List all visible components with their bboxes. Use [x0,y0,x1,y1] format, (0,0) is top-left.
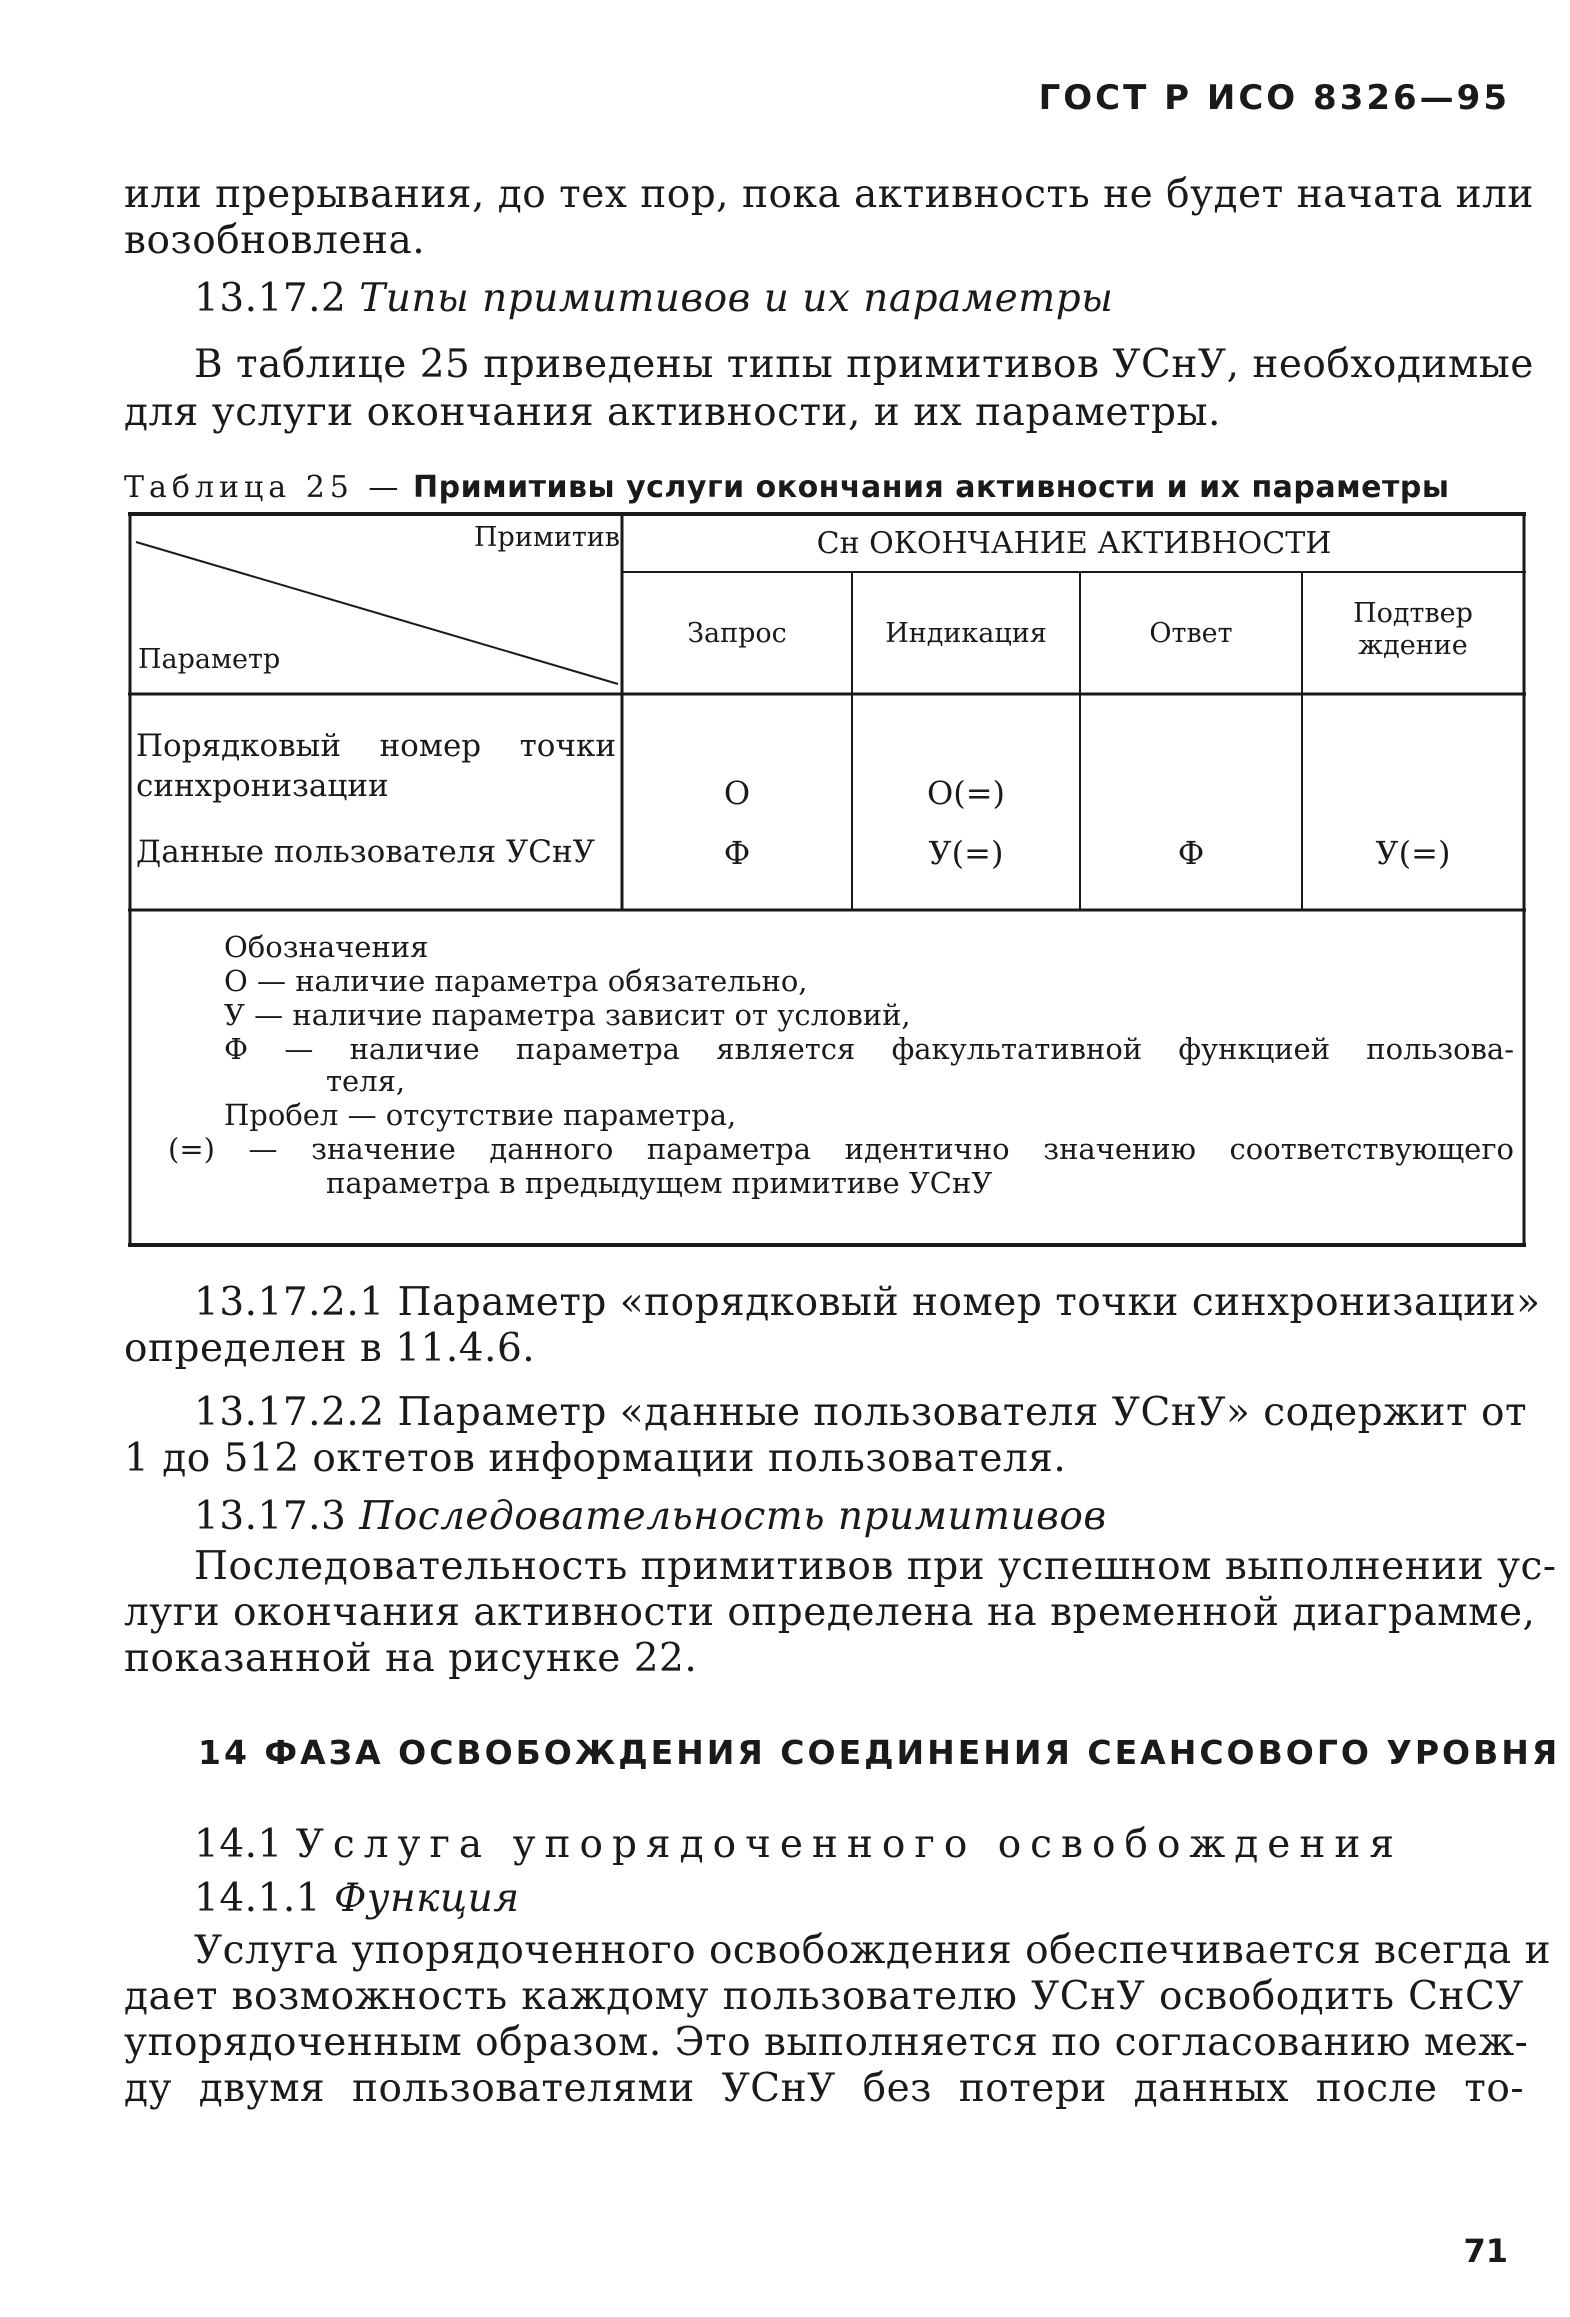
clause-13-17-2-2-line2: 1 до 512 октетов информации пользователя. [124,1436,1067,1481]
section-number: 14.1 [194,1822,283,1867]
section-heading-13-17-3 [194,1494,1107,1540]
paragraph-continuation-line2: возобновлена. [124,218,426,263]
row2-indication: У(=) [928,834,1004,872]
section-title: Типы примитивов и их параметры [359,276,1114,321]
col-header-confirm-line1: Подтвер [1353,598,1473,629]
function-line3: упорядоченным образом. Это выполняется по согласованию меж- [124,2020,1529,2065]
clause-13-17-2-2-line1: 13.17.2.2 Параметр «данные пользователя УСнУ» содержит от [194,1390,1528,1435]
table-caption [124,470,1450,505]
legend-u: У — наличие параметра зависит от условий, [224,998,911,1032]
row2-request: Ф [723,834,751,872]
row1-param-line2: синхронизации [136,768,389,804]
clause-13-17-2-1-line1: 13.17.2.1 Параметр «порядковый номер точки синхронизации» [194,1280,1541,1325]
page-number: 71 [1463,2232,1508,2270]
legend-title: Обозначения [224,930,429,964]
section-14-heading: 14 ФАЗА ОСВОБОЖДЕНИЯ СОЕДИНЕНИЯ СЕАНСОВОГО УРОВНЯ [198,1733,1561,1772]
function-line2: дает возможность каждому пользователю УСнУ освободить СнСУ [124,1974,1524,2019]
table-caption-title: Примитивы услуги окончания активности и их параметры [412,470,1450,505]
row1-request: О [723,774,751,812]
legend-o: О — наличие параметра обязательно, [224,964,808,998]
intro-line2: для услуги окончания активности, и их параметры. [124,390,1221,435]
section-title: Функция [333,1876,520,1921]
sequence-line3: показанной на рисунке 22. [124,1636,698,1681]
legend-f-line1: Ф — наличие параметра является факультативной функцией пользова- [224,1032,1514,1066]
section-title: Услуга упорядоченного освобождения [295,1822,1403,1867]
col-header-confirm [1302,598,1524,662]
section-title: Последовательность примитивов [359,1494,1107,1539]
function-line1: Услуга упорядоченного освобождения обеспечивается всегда и [194,1928,1552,1973]
sequence-line1: Последовательность примитивов при успешном выполнении ус- [194,1544,1557,1589]
legend-eq-line2: параметра в предыдущем примитиве УСнУ [326,1166,993,1200]
clause-13-17-2-1-line2: определен в 11.4.6. [124,1326,536,1371]
row1-indication: О(=) [926,774,1005,812]
row2-confirm: У(=) [1375,834,1451,872]
table-caption-label: Таблица 25 — [124,470,404,505]
legend-f-line2: теля, [326,1064,406,1098]
paragraph-continuation-line1: или прерывания, до тех пор, пока активность не будет начата или [124,172,1534,217]
section-number: 14.1.1 [194,1876,322,1921]
corner-parameter-label: Параметр [138,644,281,675]
col-header-response: Ответ [1149,618,1233,649]
function-line4: ду двумя пользователями УСнУ без потери данных после то- [124,2066,1524,2111]
running-head: ГОСТ Р ИСО 8326—95 [1038,78,1510,118]
corner-primitive-label: Примитив [474,522,620,553]
table-25 [128,512,1526,1247]
section-number: 13.17.2 [194,276,347,321]
col-header-request: Запрос [687,618,787,649]
col-header-confirm-line2: ждение [1358,630,1468,661]
row2-param-line1: Данные пользователя УСнУ [136,834,596,870]
intro-line1: В таблице 25 приведены типы примитивов УСнУ, необходимые [194,342,1534,387]
sequence-line2: луги окончания активности определена на временной диаграмме, [124,1590,1536,1635]
section-heading-13-17-2 [194,276,1113,322]
group-header: Сн ОКОНЧАНИЕ АКТИВНОСТИ [816,526,1332,561]
section-heading-14-1 [194,1822,1403,1868]
section-number: 13.17.3 [194,1494,347,1539]
row1-param-line1: Порядковый номер точки [136,728,616,764]
row2-response: Ф [1177,834,1205,872]
legend-eq-line1: (=) — значение данного параметра идентично значению соответствующего [168,1132,1514,1166]
col-header-indication: Индикация [885,618,1047,649]
section-heading-14-1-1 [194,1876,520,1922]
legend-blank: Пробел — отсутствие параметра, [224,1098,737,1132]
